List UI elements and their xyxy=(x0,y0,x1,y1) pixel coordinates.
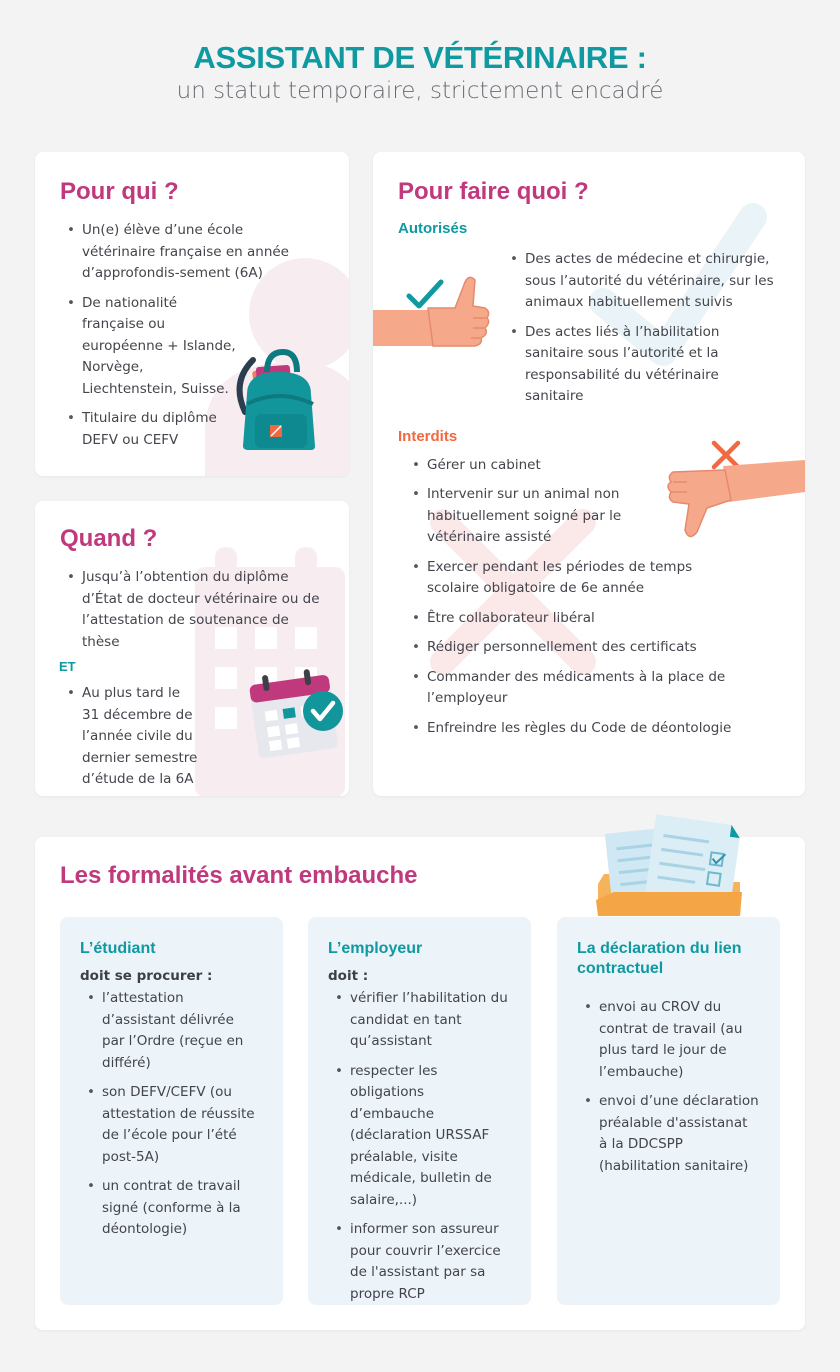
pour-faire-quoi-title: Pour faire quoi ? xyxy=(398,178,589,205)
pour-qui-list xyxy=(60,220,296,451)
column-lead: doit se procurer : xyxy=(80,968,213,984)
column-title: L’étudiant xyxy=(80,940,156,957)
autorises-list xyxy=(503,249,781,408)
formalites-column-employeur xyxy=(308,917,531,1305)
list-item: • Rédiger personnellement des certificats xyxy=(405,637,740,659)
page-subtitle: un statut temporaire, strictement encadré xyxy=(176,78,664,104)
page-title: ASSISTANT DE VÉTÉRINAIRE : xyxy=(193,40,647,75)
interdits-list xyxy=(405,455,740,740)
list-item: • Exercer pendant les périodes de temps scolaire obligatoire de 6e année xyxy=(405,557,740,600)
column-list xyxy=(577,997,759,1177)
quand-list-after xyxy=(60,683,200,791)
formalites-column-declaration xyxy=(557,917,780,1305)
folder-documents-icon xyxy=(594,812,744,920)
quand-connector: ET xyxy=(59,659,76,674)
formalites-title: Les formalités avant embauche xyxy=(60,862,418,889)
column-list xyxy=(328,988,508,1305)
list-item: • Titulaire du diplôme DEFV ou CEFV xyxy=(60,408,232,451)
card-pour-faire-quoi xyxy=(373,152,805,796)
interdits-label: Interdits xyxy=(398,427,458,445)
page-header xyxy=(0,40,840,104)
list-item: • envoi au CROV du contrat de travail (au plus tard le jour de l’embauche) xyxy=(577,997,759,1083)
formalites-column-etudiant xyxy=(60,917,283,1305)
list-item: • informer son assureur pour couvrir l’exercice de l'assistant par sa propre RCP xyxy=(328,1219,508,1305)
quand-list-before xyxy=(60,567,330,653)
column-title: La déclaration du lien contractuel xyxy=(577,940,742,977)
card-quand xyxy=(35,501,349,796)
list-item: • Un(e) élève d’une école vétérinaire française en année d’approfondis-sement (6A) xyxy=(60,220,296,285)
list-item: • vérifier l’habilitation du candidat en tant qu’assistant xyxy=(328,988,508,1053)
list-item: • Des actes de médecine et chirurgie, sous l’autorité du vétérinaire, sur les animaux habituellement suivis xyxy=(503,249,781,314)
list-item: • son DEFV/CEFV (ou attestation de réussite de l’école pour l’été post-5A) xyxy=(80,1082,260,1168)
list-item: • Commander des médicaments à la place de l’employeur xyxy=(405,667,740,710)
column-title: L’employeur xyxy=(328,940,423,957)
pour-qui-title: Pour qui ? xyxy=(60,178,179,205)
list-item: • l’attestation d’assistant délivrée par l’Ordre (reçue en différé) xyxy=(80,988,260,1074)
list-item: • Intervenir sur un animal non habituellement soigné par le vétérinaire assisté xyxy=(405,484,632,549)
quand-title: Quand ? xyxy=(60,525,158,552)
list-item: • Être collaborateur libéral xyxy=(405,608,740,630)
list-item: • Jusqu’à l’obtention du diplôme d’État de docteur vétérinaire ou de l’attestation de soutenance de thèse xyxy=(60,567,330,653)
card-pour-qui xyxy=(35,152,349,476)
autorises-label: Autorisés xyxy=(398,220,468,237)
list-item: • De nationalité française ou européenne + Islande, Norvège, Liechtenstein, Suisse. xyxy=(60,293,242,401)
list-item: • Au plus tard le 31 décembre de l’année civile du dernier semestre d’étude de la 6A xyxy=(60,683,200,791)
list-item: • Des actes liés à l’habilitation sanitaire sous l’autorité et la responsabilité du vétérinaire sanitaire xyxy=(503,322,781,408)
list-item: • respecter les obligations d’embauche (déclaration URSSAF préalable, visite médicale, bulletin de salaire,...) xyxy=(328,1061,508,1212)
list-item: • Gérer un cabinet xyxy=(405,455,740,477)
list-item: • envoi d’une déclaration préalable d'assistanat à la DDCSPP (habilitation sanitaire) xyxy=(577,1091,759,1177)
column-lead: doit : xyxy=(328,968,369,984)
list-item: • Enfreindre les règles du Code de déontologie xyxy=(405,718,740,740)
column-list xyxy=(80,988,260,1241)
list-item: • un contrat de travail signé (conforme à la déontologie) xyxy=(80,1176,260,1241)
